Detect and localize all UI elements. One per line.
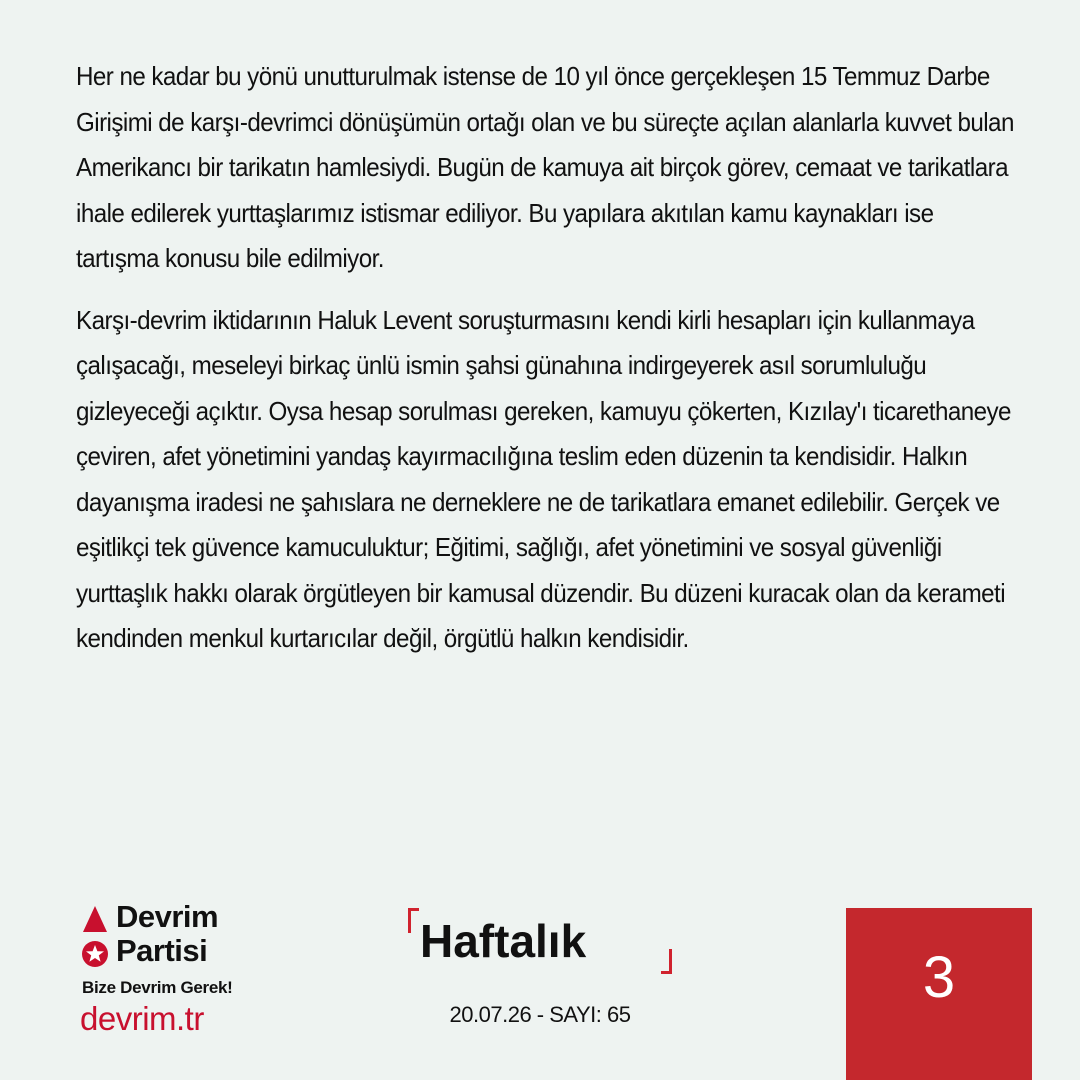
haftalik-masthead — [408, 908, 672, 974]
party-website-link[interactable]: devrim.tr — [80, 1000, 204, 1037]
devrim-partisi-logo — [80, 900, 280, 1040]
page-number: 3 — [922, 945, 956, 1010]
triangle-star-logo-icon — [80, 904, 110, 974]
party-name-line1: Devrim — [116, 899, 219, 934]
article-body — [76, 54, 1016, 662]
party-name-line2: Partisi — [116, 933, 208, 968]
bracket-bottom-right-icon — [661, 949, 672, 974]
party-slogan: Bize Devrim Gerek! — [82, 978, 233, 997]
paragraph-1: Her ne kadar bu yönü unutturulmak istense de 10 yıl önce gerçekleşen 15 Temmuz Darbe Girişimi de karşı-devrimci dönüşümün ortağı olan ve bu süreçte açılan alanlarla kuvvet bulan Amerikancı bir tarikatın hamlesiydi. Bugün de kamuya ait birçok görev, cemaat ve tarikatlara ihale edilerek yurttaşlarımız istismar ediliyor. Bu yapılara akıtılan kamu kaynakları ise tartışma konusu bile edilmiyor. — [76, 61, 1014, 273]
masthead-title: Haftalık — [420, 915, 587, 967]
issue-info: 20.07.26 - SAYI: 65 — [449, 1002, 631, 1027]
party-name — [116, 900, 218, 968]
page-number-box — [846, 908, 1032, 1080]
bracket-top-left-icon — [408, 908, 419, 933]
paragraph-2: Karşı-devrim iktidarının Haluk Levent soruşturmasını kendi kirli hesapları için kullanmaya çalışacağı, meseleyi birkaç ünlü ismin şahsi günahına indirgeyerek asıl sorumluluğu gizleyeceği açıktır. Oysa hesap sorulması gereken, kamuyu çökerten, Kızılay'ı ticarethaneye çeviren, afet yönetimini yandaş kayırmacılığına teslim eden düzenin ta kendisidir. Halkın dayanışma iradesi ne şahıslara ne derneklere ne de tarikatlara emanet edilebilir. Gerçek ve eşitlikçi tek güvence kamuculuktur; Eğitimi, sağlığı, afet yönetimini ve sosyal güvenliği yurttaşlık hakkı olarak örgütleyen bir kamusal düzendir. Bu düzeni kuracak olan da kerameti kendinden menkul kurtarıcılar değil, örgütlü halkın kendisidir. — [76, 304, 1011, 653]
